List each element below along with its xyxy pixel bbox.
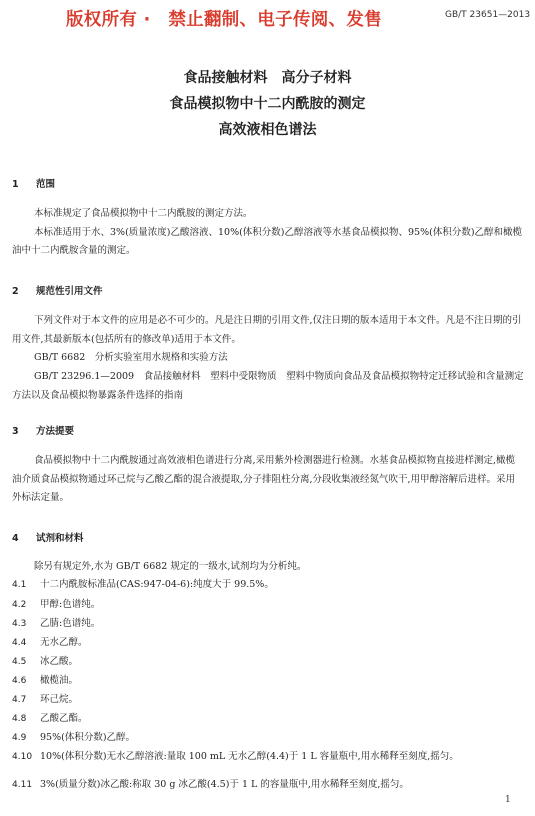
section-heading-normative-references: [12, 283, 103, 297]
section-body-normative-references: [12, 312, 524, 406]
section-title: 方法提要: [36, 426, 75, 437]
list-item: [12, 691, 524, 710]
list-item: [12, 672, 524, 691]
list-item: [12, 576, 524, 595]
list-item: [12, 615, 524, 634]
item-text: 橄榄油。: [40, 675, 79, 686]
item-text: 环己烷。: [40, 694, 79, 705]
item-number: 4.3: [12, 619, 27, 629]
doc-title-line-2: 食品模拟物中十二内酰胺的测定: [169, 96, 366, 112]
section-heading-method-summary: [12, 423, 74, 437]
item-text: 甲醇:色谱纯。: [40, 599, 101, 610]
list-item: [12, 710, 524, 729]
item-number: 4.9: [12, 733, 27, 743]
list-item: [12, 634, 524, 653]
page-number: 1: [505, 795, 511, 805]
section-body-method-summary: [12, 452, 524, 508]
doc-title-line-3: 高效液相色谱法: [218, 122, 317, 138]
doc-title-line-1: 食品接触材料 高分子材料: [183, 70, 352, 86]
section-heading-reagents: [12, 530, 84, 544]
item-number: 4.1: [12, 580, 27, 590]
section-title: 范围: [36, 179, 56, 190]
item-number: 4.4: [12, 638, 27, 648]
section-number: 2: [12, 286, 19, 297]
item-text: 3%(质量分数)冰乙酸:称取 30 g 冰乙酸(4.5)于 1 L 的容量瓶中,用水稀释至刻度,摇匀。: [40, 779, 409, 790]
section-number: 1: [12, 179, 19, 190]
item-text: 95%(体积分数)乙醇。: [40, 732, 136, 743]
item-text: 冰乙酸。: [40, 656, 79, 667]
item-number: 4.6: [12, 676, 27, 686]
reference-item: GB/T 23296.1—2009 食品接触材料 塑料中受限物质 塑料中物质向食品及食品模拟物特定迁移试验和含量测定方法以及食品模拟物暴露条件选择的指南: [12, 371, 524, 401]
section-number: 4: [12, 533, 19, 544]
section-body-scope: [12, 205, 524, 261]
item-text: 乙腈:色谱纯。: [40, 618, 101, 629]
paragraph: 本标准规定了食品模拟物中十二内酰胺的测定方法。: [34, 208, 253, 219]
item-text: 十二内酰胺标准品(CAS:947-04-6):纯度大于 99.5%。: [40, 579, 274, 590]
item-number: 4.11: [12, 780, 33, 790]
paragraph: 本标准适用于水、3%(质量浓度)乙酸溶液、10%(体积分数)乙醇溶液等水基食品模拟物、95%(体积分数)乙醇和橄榄油中十二内酰胺含量的测定。: [12, 226, 523, 257]
list-item: [12, 596, 524, 615]
section-number: 3: [12, 426, 19, 437]
paragraph: 除另有规定外,水为 GB/T 6682 规定的一级水,试剂均为分析纯。: [34, 561, 307, 572]
list-item: [12, 653, 524, 672]
item-text: 乙酸乙酯。: [40, 713, 88, 724]
item-number: 4.2: [12, 600, 27, 610]
item-number: 4.8: [12, 714, 27, 724]
item-text: 10%(体积分数)无水乙醇溶液:量取 100 mL 无水乙醇(4.4)于 1 L 容量瓶中,用水稀释至刻度,摇匀。: [40, 751, 459, 762]
paragraph: 食品模拟物中十二内酰胺通过高效液相色谱进行分离,采用紫外检测器进行检测。水基食品模拟物直接进样测定,橄榄油介质食品模拟物通过环己烷与乙酸乙酯的混合液提取,分子排阻柱分离,分段收集液经氮气吹干,用甲醇溶解后进样。采用外标法定量。: [12, 455, 516, 504]
section-title: 规范性引用文件: [36, 286, 103, 297]
reference-item: GB/T 6682 分析实验室用水规格和实验方法: [34, 352, 228, 364]
item-number: 4.7: [12, 695, 27, 705]
item-number: 4.5: [12, 657, 27, 667]
watermark-text: 版权所有 · 禁止翻制、电子传阅、发售: [66, 10, 382, 30]
section-heading-scope: [12, 176, 55, 190]
item-text: 无水乙醇。: [40, 637, 88, 648]
list-item: [12, 748, 524, 767]
item-number: 4.10: [12, 752, 33, 762]
list-item: [12, 776, 524, 795]
section-body-reagents: [12, 558, 524, 577]
paragraph: 下列文件对于本文件的应用是必不可少的。凡是注日期的引用文件,仅注日期的版本适用于本文件。凡是不注日期的引用文件,其最新版本(包括所有的修改单)适用于本文件。: [12, 315, 522, 345]
standard-number: GB/T 23651—2013: [445, 10, 531, 20]
list-item: [12, 729, 524, 748]
section-title: 试剂和材料: [36, 533, 84, 544]
